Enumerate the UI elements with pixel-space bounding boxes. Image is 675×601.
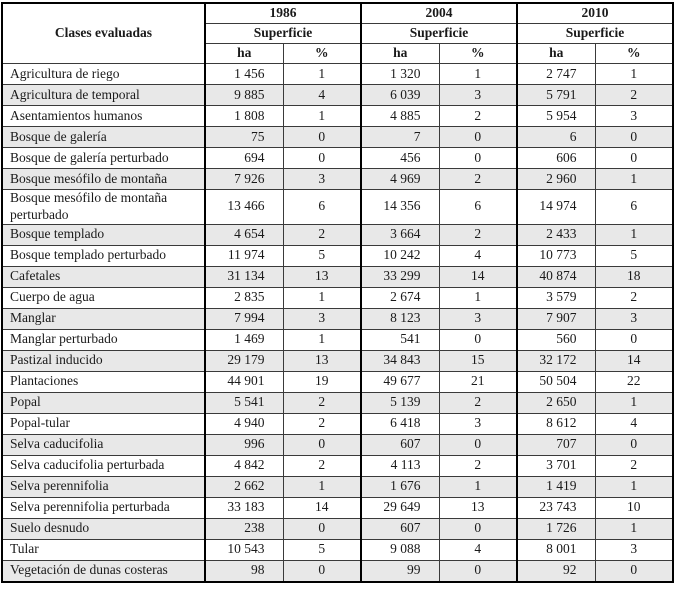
ha-value: 75 <box>205 127 283 148</box>
pct-value: 13 <box>439 497 517 518</box>
table-row <box>2 127 673 148</box>
class-label: Plantaciones <box>2 371 205 392</box>
pct-value: 0 <box>439 560 517 582</box>
pct-value: 1 <box>595 476 673 497</box>
table-row <box>2 497 673 518</box>
ha-value: 29 179 <box>205 350 283 371</box>
table-row <box>2 245 673 266</box>
pct-value: 5 <box>283 539 361 560</box>
table-row <box>2 169 673 190</box>
pct-value: 0 <box>595 148 673 169</box>
table-row <box>2 329 673 350</box>
ha-value: 4 940 <box>205 413 283 434</box>
header-row-years <box>2 3 673 24</box>
table-row <box>2 413 673 434</box>
pct-value: 0 <box>439 329 517 350</box>
class-label: Bosque mesófilo de montaña perturbado <box>2 190 205 225</box>
ha-value: 9 885 <box>205 85 283 106</box>
pct-value: 6 <box>439 190 517 225</box>
ha-value: 32 172 <box>517 350 595 371</box>
pct-value: 0 <box>595 560 673 582</box>
pct-value: 1 <box>283 64 361 85</box>
pct-value: 1 <box>439 287 517 308</box>
ha-value: 2 650 <box>517 392 595 413</box>
table-row <box>2 308 673 329</box>
table-row <box>2 518 673 539</box>
superficie-header-2004: Superficie <box>361 24 517 44</box>
class-label: Bosque de galería <box>2 127 205 148</box>
pct-value: 2 <box>283 413 361 434</box>
table-body <box>2 64 673 582</box>
unit-header-pct-2010: % <box>595 44 673 64</box>
ha-value: 238 <box>205 518 283 539</box>
pct-value: 0 <box>595 434 673 455</box>
class-label: Bosque mesófilo de montaña <box>2 169 205 190</box>
ha-value: 6 418 <box>361 413 439 434</box>
pct-value: 2 <box>283 224 361 245</box>
pct-value: 3 <box>595 539 673 560</box>
ha-value: 694 <box>205 148 283 169</box>
pct-value: 3 <box>439 308 517 329</box>
ha-value: 23 743 <box>517 497 595 518</box>
pct-value: 1 <box>283 287 361 308</box>
pct-value: 0 <box>439 148 517 169</box>
ha-value: 6 <box>517 127 595 148</box>
table-row <box>2 148 673 169</box>
pct-value: 4 <box>439 245 517 266</box>
table-row <box>2 539 673 560</box>
ha-value: 33 183 <box>205 497 283 518</box>
ha-value: 9 088 <box>361 539 439 560</box>
superficie-header-1986: Superficie <box>205 24 361 44</box>
pct-value: 18 <box>595 266 673 287</box>
pct-value: 14 <box>595 350 673 371</box>
pct-value: 1 <box>439 64 517 85</box>
pct-value: 3 <box>283 169 361 190</box>
class-label: Bosque de galería perturbado <box>2 148 205 169</box>
ha-value: 3 579 <box>517 287 595 308</box>
pct-value: 2 <box>595 287 673 308</box>
class-label: Manglar <box>2 308 205 329</box>
ha-value: 607 <box>361 518 439 539</box>
pct-value: 4 <box>283 85 361 106</box>
superficie-header-2010: Superficie <box>517 24 673 44</box>
ha-value: 50 504 <box>517 371 595 392</box>
pct-value: 1 <box>283 476 361 497</box>
pct-value: 1 <box>595 518 673 539</box>
ha-value: 92 <box>517 560 595 582</box>
ha-value: 1 469 <box>205 329 283 350</box>
pct-value: 1 <box>283 106 361 127</box>
class-label: Vegetación de dunas costeras <box>2 560 205 582</box>
pct-value: 4 <box>439 539 517 560</box>
unit-header-ha-2004: ha <box>361 44 439 64</box>
ha-value: 6 039 <box>361 85 439 106</box>
ha-value: 13 466 <box>205 190 283 225</box>
pct-value: 10 <box>595 497 673 518</box>
ha-value: 4 885 <box>361 106 439 127</box>
pct-value: 0 <box>283 148 361 169</box>
pct-value: 2 <box>439 224 517 245</box>
table-row <box>2 371 673 392</box>
unit-header-pct-1986: % <box>283 44 361 64</box>
ha-value: 2 835 <box>205 287 283 308</box>
class-label: Agricultura de riego <box>2 64 205 85</box>
ha-value: 5 954 <box>517 106 595 127</box>
ha-value: 3 701 <box>517 455 595 476</box>
class-label: Selva caducifolia <box>2 434 205 455</box>
table-row <box>2 224 673 245</box>
year-header-2004: 2004 <box>361 3 517 24</box>
table-row <box>2 287 673 308</box>
class-label: Manglar perturbado <box>2 329 205 350</box>
ha-value: 2 960 <box>517 169 595 190</box>
class-label: Bosque templado <box>2 224 205 245</box>
pct-value: 1 <box>595 392 673 413</box>
ha-value: 34 843 <box>361 350 439 371</box>
ha-value: 2 433 <box>517 224 595 245</box>
ha-value: 1 676 <box>361 476 439 497</box>
ha-value: 7 907 <box>517 308 595 329</box>
pct-value: 2 <box>283 455 361 476</box>
class-label: Popal <box>2 392 205 413</box>
pct-value: 0 <box>595 329 673 350</box>
pct-value: 1 <box>595 169 673 190</box>
class-label: Bosque templado perturbado <box>2 245 205 266</box>
ha-value: 11 974 <box>205 245 283 266</box>
pct-value: 1 <box>283 329 361 350</box>
ha-value: 541 <box>361 329 439 350</box>
ha-value: 29 649 <box>361 497 439 518</box>
pct-value: 3 <box>595 106 673 127</box>
pct-value: 5 <box>595 245 673 266</box>
pct-value: 0 <box>439 127 517 148</box>
ha-value: 33 299 <box>361 266 439 287</box>
table-header <box>2 3 673 64</box>
class-label: Cuerpo de agua <box>2 287 205 308</box>
ha-value: 14 974 <box>517 190 595 225</box>
ha-value: 10 242 <box>361 245 439 266</box>
pct-value: 2 <box>439 169 517 190</box>
ha-value: 5 139 <box>361 392 439 413</box>
pct-value: 0 <box>283 127 361 148</box>
class-label: Asentamientos humanos <box>2 106 205 127</box>
pct-value: 0 <box>283 518 361 539</box>
pct-value: 3 <box>439 413 517 434</box>
pct-value: 19 <box>283 371 361 392</box>
ha-value: 8 123 <box>361 308 439 329</box>
ha-value: 2 662 <box>205 476 283 497</box>
pct-value: 0 <box>439 434 517 455</box>
ha-value: 44 901 <box>205 371 283 392</box>
ha-value: 996 <box>205 434 283 455</box>
class-label: Agricultura de temporal <box>2 85 205 106</box>
pct-value: 0 <box>439 518 517 539</box>
ha-value: 99 <box>361 560 439 582</box>
pct-value: 21 <box>439 371 517 392</box>
ha-value: 1 456 <box>205 64 283 85</box>
pct-value: 1 <box>439 476 517 497</box>
class-label: Tular <box>2 539 205 560</box>
ha-value: 40 874 <box>517 266 595 287</box>
class-label: Popal-tular <box>2 413 205 434</box>
class-label: Selva perennifolia <box>2 476 205 497</box>
unit-header-ha-1986: ha <box>205 44 283 64</box>
table-row <box>2 434 673 455</box>
ha-value: 14 356 <box>361 190 439 225</box>
pct-value: 0 <box>283 560 361 582</box>
ha-value: 560 <box>517 329 595 350</box>
pct-value: 2 <box>439 392 517 413</box>
ha-value: 607 <box>361 434 439 455</box>
pct-value: 22 <box>595 371 673 392</box>
ha-value: 7 926 <box>205 169 283 190</box>
ha-value: 49 677 <box>361 371 439 392</box>
ha-value: 1 419 <box>517 476 595 497</box>
pct-value: 5 <box>283 245 361 266</box>
pct-value: 2 <box>439 106 517 127</box>
ha-value: 5 541 <box>205 392 283 413</box>
table-row <box>2 560 673 582</box>
ha-value: 31 134 <box>205 266 283 287</box>
ha-value: 4 969 <box>361 169 439 190</box>
pct-value: 2 <box>595 455 673 476</box>
ha-value: 456 <box>361 148 439 169</box>
pct-value: 1 <box>595 224 673 245</box>
class-label: Selva perennifolia perturbada <box>2 497 205 518</box>
year-header-2010: 2010 <box>517 3 673 24</box>
ha-value: 7 <box>361 127 439 148</box>
class-label: Cafetales <box>2 266 205 287</box>
class-label: Pastizal inducido <box>2 350 205 371</box>
ha-value: 4 654 <box>205 224 283 245</box>
ha-value: 1 808 <box>205 106 283 127</box>
pct-value: 1 <box>595 64 673 85</box>
ha-value: 606 <box>517 148 595 169</box>
table-row <box>2 266 673 287</box>
ha-value: 8 001 <box>517 539 595 560</box>
class-label: Selva caducifolia perturbada <box>2 455 205 476</box>
unit-header-ha-2010: ha <box>517 44 595 64</box>
ha-value: 7 994 <box>205 308 283 329</box>
ha-value: 4 113 <box>361 455 439 476</box>
table-row <box>2 392 673 413</box>
table-row <box>2 190 673 225</box>
pct-value: 6 <box>595 190 673 225</box>
pct-value: 0 <box>283 434 361 455</box>
table-row <box>2 350 673 371</box>
ha-value: 2 674 <box>361 287 439 308</box>
table-row <box>2 476 673 497</box>
pct-value: 2 <box>595 85 673 106</box>
ha-value: 98 <box>205 560 283 582</box>
class-label: Suelo desnudo <box>2 518 205 539</box>
ha-value: 2 747 <box>517 64 595 85</box>
ha-value: 1 320 <box>361 64 439 85</box>
year-header-1986: 1986 <box>205 3 361 24</box>
pct-value: 14 <box>283 497 361 518</box>
table-row <box>2 64 673 85</box>
pct-value: 13 <box>283 350 361 371</box>
table-row <box>2 455 673 476</box>
ha-value: 5 791 <box>517 85 595 106</box>
pct-value: 3 <box>439 85 517 106</box>
ha-value: 3 664 <box>361 224 439 245</box>
unit-header-pct-2004: % <box>439 44 517 64</box>
pct-value: 3 <box>595 308 673 329</box>
land-cover-table <box>1 2 674 583</box>
ha-value: 1 726 <box>517 518 595 539</box>
pct-value: 0 <box>595 127 673 148</box>
pct-value: 15 <box>439 350 517 371</box>
pct-value: 2 <box>283 392 361 413</box>
ha-value: 10 773 <box>517 245 595 266</box>
pct-value: 4 <box>595 413 673 434</box>
pct-value: 13 <box>283 266 361 287</box>
table-row <box>2 85 673 106</box>
ha-value: 8 612 <box>517 413 595 434</box>
corner-header: Clases evaluadas <box>2 3 205 64</box>
pct-value: 6 <box>283 190 361 225</box>
ha-value: 4 842 <box>205 455 283 476</box>
pct-value: 14 <box>439 266 517 287</box>
ha-value: 10 543 <box>205 539 283 560</box>
table-row <box>2 106 673 127</box>
pct-value: 3 <box>283 308 361 329</box>
ha-value: 707 <box>517 434 595 455</box>
pct-value: 2 <box>439 455 517 476</box>
